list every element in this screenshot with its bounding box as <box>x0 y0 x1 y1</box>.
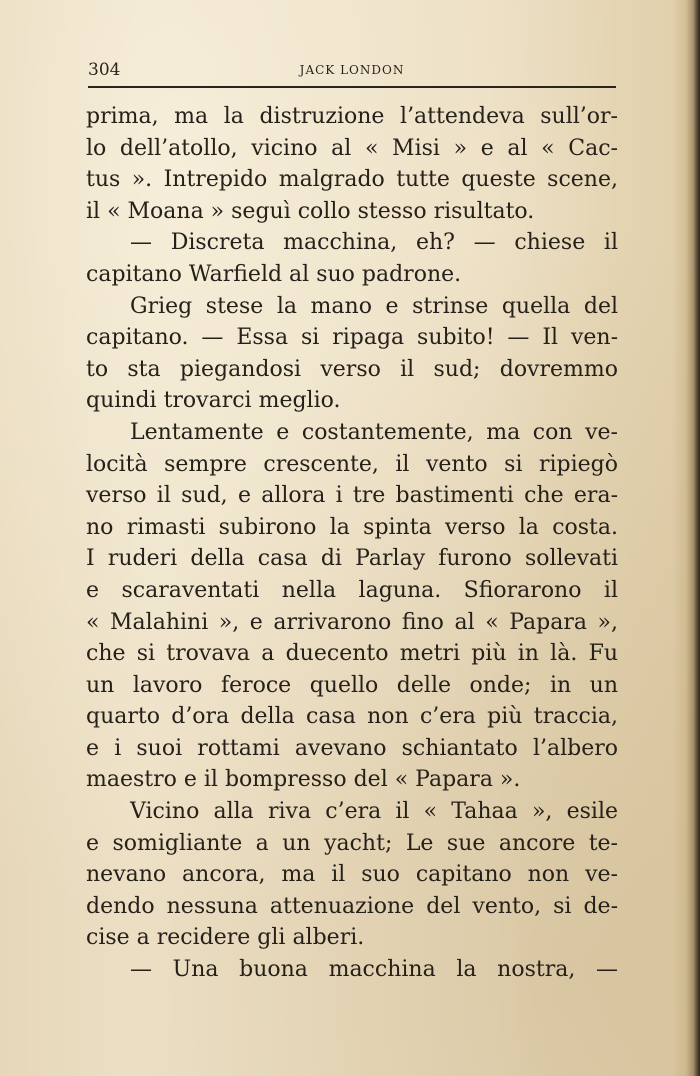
text-line: Grieg stese la mano e strinse quella del <box>130 293 618 319</box>
text-line: quarto d’ora della casa non c’era più traccia, <box>86 704 618 730</box>
text-line: lo dell’atollo, vicino al « Misi » e al « Cac- <box>86 135 618 161</box>
text-line: quindi trovarci meglio. <box>86 388 341 414</box>
text-line: Lentamente e costantemente, ma con ve- <box>130 419 618 445</box>
text-line: to sta piegandosi verso il sud; dovremmo <box>86 356 618 382</box>
text-line: un lavoro feroce quello delle onde; in un <box>86 672 618 698</box>
text-line: « Malahini », e arrivarono fino al « Papara », <box>86 609 618 635</box>
text-line: Vicino alla riva c’era il « Tahaa », esile <box>130 799 618 825</box>
text-line: e scaraventati nella laguna. Sfiorarono il <box>86 577 618 603</box>
text-line: I ruderi della casa di Parlay furono sollevati <box>86 546 618 572</box>
running-head: JACK LONDON <box>299 63 405 77</box>
text-line: che si trovava a duecento metri più in là. Fu <box>86 641 618 667</box>
header-rule <box>88 86 616 88</box>
text-line: nevano ancora, ma il suo capitano non ve- <box>86 862 618 888</box>
text-line: tus ». Intrepido malgrado tutte queste scene, <box>86 167 618 193</box>
page-header <box>88 58 616 82</box>
text-line: locità sempre crescente, il vento si ripiegò <box>86 451 618 477</box>
text-line: dendo nessuna attenuazione del vento, si de- <box>86 893 618 919</box>
text-line: — Discreta macchina, eh? — chiese il <box>130 230 618 256</box>
text-line: il « Moana » seguì collo stesso risultato. <box>86 198 535 224</box>
text-line: verso il sud, e allora i tre bastimenti che era- <box>86 483 618 509</box>
text-line: capitano. — Essa si ripaga subito! — Il ven- <box>86 325 618 351</box>
text-line: — Una buona macchina la nostra, — <box>130 957 618 983</box>
page-edge <box>686 0 700 1076</box>
text-line: maestro e il bompresso del « Papara ». <box>86 767 521 793</box>
body-text <box>86 101 618 986</box>
text-line: cise a recidere gli alberi. <box>86 925 365 951</box>
text-line: prima, ma la distruzione l’attendeva sull’or- <box>86 104 618 129</box>
text-line: no rimasti subirono la spinta verso la costa. <box>86 514 618 540</box>
text-line: capitano Warfield al suo padrone. <box>86 261 462 287</box>
text-line: e somigliante a un yacht; Le sue ancore te- <box>86 830 618 856</box>
text-line: e i suoi rottami avevano schiantato l’albero <box>86 735 618 761</box>
page-number: 304 <box>88 60 121 80</box>
